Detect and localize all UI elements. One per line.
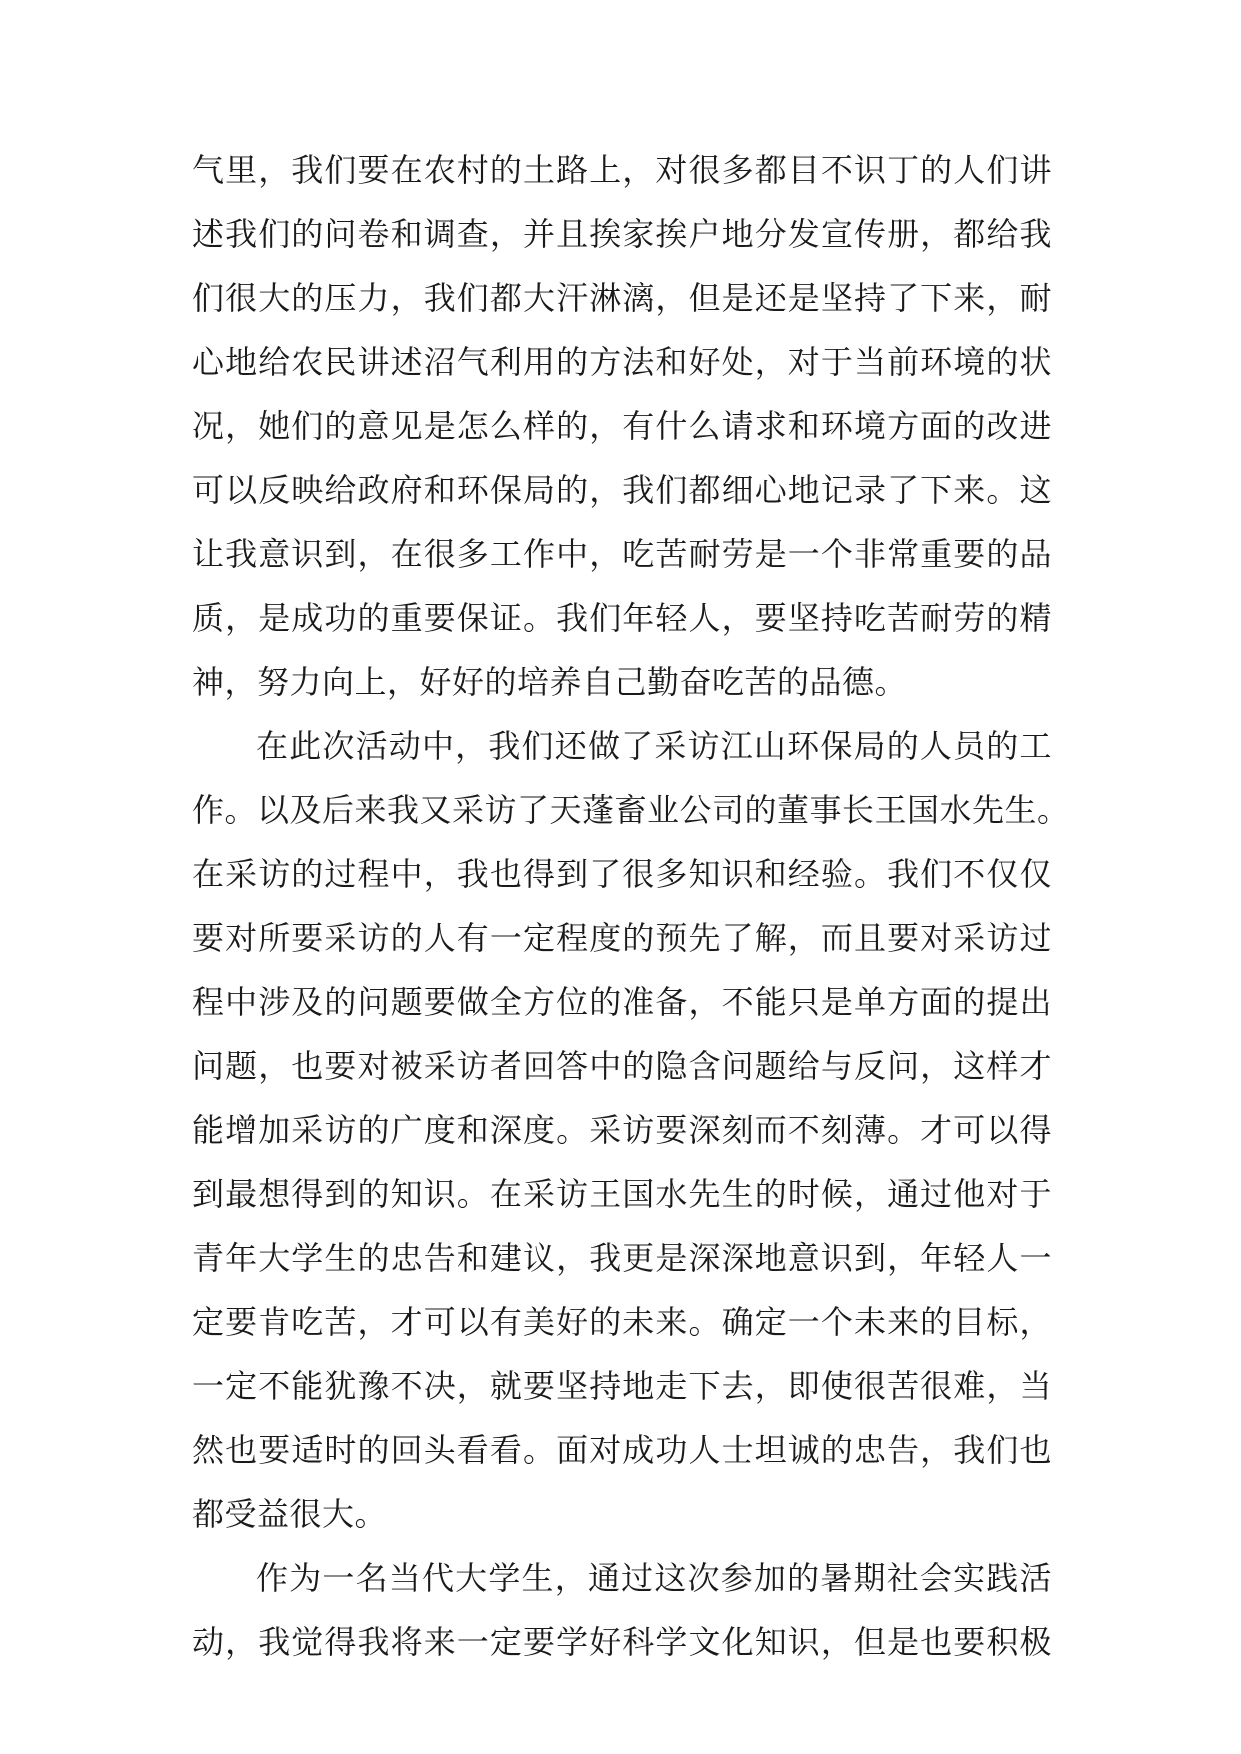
text-line: 神，努力向上，好好的培养自己勤奋吃苦的品德。	[192, 663, 908, 701]
text-line: 在采访的过程中，我也得到了很多知识和经验。我们不仅仅	[192, 855, 1052, 893]
text-line: 心地给农民讲述沼气利用的方法和好处，对于当前环境的状	[192, 343, 1052, 381]
text-line: 可以反映给政府和环保局的，我们都细心地记录了下来。这	[192, 471, 1052, 509]
text-line: 都受益很大。	[192, 1495, 388, 1533]
text-line: 然也要适时的回头看看。面对成功人士坦诚的忠告，我们也	[192, 1431, 1052, 1469]
text-line: 动，我觉得我将来一定要学好科学文化知识，但是也要积极	[192, 1623, 1052, 1661]
text-line: 气里，我们要在农村的土路上，对很多都目不识丁的人们讲	[192, 151, 1052, 189]
text-line: 况，她们的意见是怎么样的，有什么请求和环境方面的改进	[192, 407, 1052, 445]
text-line: 们很大的压力，我们都大汗淋漓，但是还是坚持了下来，耐	[192, 279, 1052, 317]
text-line: 程中涉及的问题要做全方位的准备，不能只是单方面的提出	[192, 983, 1052, 1021]
text-line: 能增加采访的广度和深度。采访要深刻而不刻薄。才可以得	[192, 1111, 1052, 1149]
text-line: 作。以及后来我又采访了天蓬畜业公司的董事长王国水先生。	[192, 791, 1070, 829]
text-line: 一定不能犹豫不决，就要坚持地走下去，即使很苦很难，当	[192, 1367, 1052, 1405]
text-line: 质，是成功的重要保证。我们年轻人，要坚持吃苦耐劳的精	[192, 599, 1052, 637]
text-line: 述我们的问卷和调查，并且挨家挨户地分发宣传册，都给我	[192, 215, 1052, 253]
text-line: 要对所要采访的人有一定程度的预先了解，而且要对采访过	[192, 919, 1052, 957]
text-line: 到最想得到的知识。在采访王国水先生的时候，通过他对于	[192, 1175, 1052, 1213]
paragraph-start-line: 在此次活动中，我们还做了采访江山环保局的人员的工	[256, 727, 1052, 765]
text-line: 让我意识到，在很多工作中，吃苦耐劳是一个非常重要的品	[192, 535, 1052, 573]
text-line: 问题，也要对被采访者回答中的隐含问题给与反问，这样才	[192, 1047, 1052, 1085]
text-line: 定要肯吃苦，才可以有美好的未来。确定一个未来的目标，	[192, 1303, 1052, 1341]
text-line: 青年大学生的忠告和建议，我更是深深地意识到，年轻人一	[192, 1239, 1052, 1277]
paragraph-start-line: 作为一名当代大学生，通过这次参加的暑期社会实践活	[256, 1559, 1052, 1597]
